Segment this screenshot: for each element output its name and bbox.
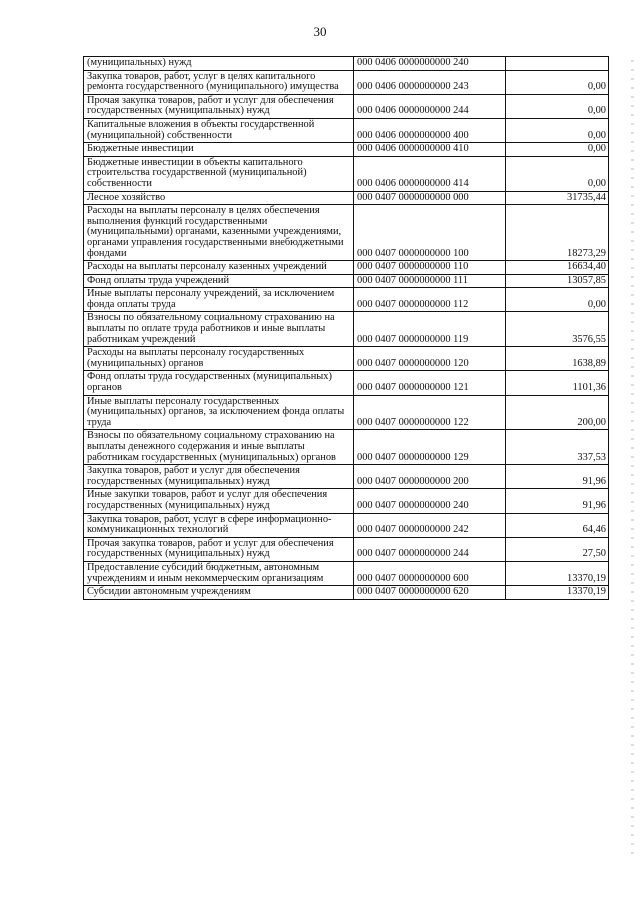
row-name-cell: Иные выплаты персоналу учреждений, за исключением фонда оплаты труда xyxy=(84,288,354,312)
row-name-cell: Расходы на выплаты персоналу казенных учреждений xyxy=(84,261,354,275)
row-name-cell: Взносы по обязательному социальному страхованию на выплаты по оплате труда работников и иные выплаты работникам учреждений xyxy=(84,312,354,347)
row-name-cell: Фонд оплаты труда учреждений xyxy=(84,274,354,288)
row-value-cell: 0,00 xyxy=(506,94,609,118)
row-value-cell: 64,46 xyxy=(506,513,609,537)
row-code-cell: 000 0407 0000000000 119 xyxy=(354,312,506,347)
row-value-cell: 31735,44 xyxy=(506,191,609,205)
row-value-cell xyxy=(506,57,609,71)
row-code-cell: 000 0407 0000000000 121 xyxy=(354,371,506,395)
table-row xyxy=(84,465,609,489)
table-row xyxy=(84,274,609,288)
row-value-cell: 0,00 xyxy=(506,143,609,157)
table-row xyxy=(84,371,609,395)
table-row xyxy=(84,70,609,94)
row-value-cell: 13370,19 xyxy=(506,561,609,585)
row-code-cell: 000 0407 0000000000 620 xyxy=(354,586,506,600)
row-name-cell: Бюджетные инвестиции xyxy=(84,143,354,157)
row-value-cell: 16634,40 xyxy=(506,261,609,275)
row-name-cell: Лесное хозяйство xyxy=(84,191,354,205)
row-name-cell: Субсидии автономным учреждениям xyxy=(84,586,354,600)
table-row xyxy=(84,57,609,71)
row-name-cell: Иные закупки товаров, работ и услуг для обеспечения государственных (муниципальных) нужд xyxy=(84,489,354,513)
table-row xyxy=(84,561,609,585)
row-value-cell: 13370,19 xyxy=(506,586,609,600)
table-row xyxy=(84,118,609,142)
row-value-cell: 0,00 xyxy=(506,288,609,312)
row-name-cell: Закупка товаров, работ, услуг в сфере информационно-коммуникационных технологий xyxy=(84,513,354,537)
row-name-cell: Прочая закупка товаров, работ и услуг для обеспечения государственных (муниципальных) нужд xyxy=(84,537,354,561)
row-code-cell: 000 0407 0000000000 240 xyxy=(354,489,506,513)
row-code-cell: 000 0407 0000000000 242 xyxy=(354,513,506,537)
budget-table-body xyxy=(84,57,609,600)
row-code-cell: 000 0407 0000000000 122 xyxy=(354,395,506,430)
row-code-cell: 000 0406 0000000000 240 xyxy=(354,57,506,71)
row-name-cell: Расходы на выплаты персоналу государственных (муниципальных) органов xyxy=(84,347,354,371)
table-row xyxy=(84,430,609,465)
row-code-cell: 000 0407 0000000000 110 xyxy=(354,261,506,275)
row-name-cell: Взносы по обязательному социальному страхованию на выплаты денежного содержания и иные выплаты работникам государственных (муниципальных) органов xyxy=(84,430,354,465)
table-row xyxy=(84,347,609,371)
row-value-cell: 1638,89 xyxy=(506,347,609,371)
row-code-cell: 000 0406 0000000000 400 xyxy=(354,118,506,142)
table-row xyxy=(84,288,609,312)
page-number: 30 xyxy=(313,24,327,39)
row-value-cell: 200,00 xyxy=(506,395,609,430)
row-code-cell: 000 0407 0000000000 000 xyxy=(354,191,506,205)
table-row xyxy=(84,586,609,600)
row-code-cell: 000 0407 0000000000 244 xyxy=(354,537,506,561)
row-code-cell: 000 0407 0000000000 111 xyxy=(354,274,506,288)
row-name-cell: Иные выплаты персоналу государственных (муниципальных) органов, за исключением фонда оплаты труда xyxy=(84,395,354,430)
row-value-cell: 3576,55 xyxy=(506,312,609,347)
row-name-cell: Закупка товаров, работ и услуг для обеспечения государственных (муниципальных) нужд xyxy=(84,465,354,489)
table-row xyxy=(84,205,609,261)
row-value-cell: 0,00 xyxy=(506,70,609,94)
row-code-cell: 000 0406 0000000000 243 xyxy=(354,70,506,94)
row-code-cell: 000 0407 0000000000 120 xyxy=(354,347,506,371)
row-value-cell: 337,53 xyxy=(506,430,609,465)
row-code-cell: 000 0407 0000000000 129 xyxy=(354,430,506,465)
row-name-cell: Предоставление субсидий бюджетным, автономным учреждениям и иным некоммерческим организациям xyxy=(84,561,354,585)
row-value-cell: 18273,29 xyxy=(506,205,609,261)
row-code-cell: 000 0406 0000000000 410 xyxy=(354,143,506,157)
budget-table xyxy=(83,56,609,600)
table-row xyxy=(84,94,609,118)
row-value-cell: 1101,36 xyxy=(506,371,609,395)
row-code-cell: 000 0406 0000000000 244 xyxy=(354,94,506,118)
table-row xyxy=(84,312,609,347)
row-name-cell: Бюджетные инвестиции в объекты капитального строительства государственной (муниципальной) собственности xyxy=(84,156,354,191)
row-code-cell: 000 0407 0000000000 200 xyxy=(354,465,506,489)
table-row xyxy=(84,513,609,537)
table-row xyxy=(84,143,609,157)
row-value-cell: 27,50 xyxy=(506,537,609,561)
table-row xyxy=(84,537,609,561)
row-code-cell: 000 0407 0000000000 112 xyxy=(354,288,506,312)
row-code-cell: 000 0406 0000000000 414 xyxy=(354,156,506,191)
row-code-cell: 000 0407 0000000000 100 xyxy=(354,205,506,261)
table-row xyxy=(84,156,609,191)
table-row xyxy=(84,489,609,513)
row-name-cell: Капитальные вложения в объекты государственной (муниципальной) собственности xyxy=(84,118,354,142)
row-name-cell: (муниципальных) нужд xyxy=(84,57,354,71)
row-name-cell: Прочая закупка товаров, работ и услуг для обеспечения государственных (муниципальных) нужд xyxy=(84,94,354,118)
row-value-cell: 91,96 xyxy=(506,465,609,489)
table-row xyxy=(84,261,609,275)
row-value-cell: 91,96 xyxy=(506,489,609,513)
row-value-cell: 0,00 xyxy=(506,118,609,142)
row-name-cell: Закупка товаров, работ, услуг в целях капитального ремонта государственного (муниципального) имущества xyxy=(84,70,354,94)
scan-edge-marks xyxy=(631,60,634,860)
row-value-cell: 13057,85 xyxy=(506,274,609,288)
table-row xyxy=(84,395,609,430)
table-row xyxy=(84,191,609,205)
row-name-cell: Фонд оплаты труда государственных (муниципальных) органов xyxy=(84,371,354,395)
budget-table-container xyxy=(83,56,609,600)
row-name-cell: Расходы на выплаты персоналу в целях обеспечения выполнения функций государственными (муниципальными) органами, казенными учреждениями, органами управления государственными внебюджетными фондами xyxy=(84,205,354,261)
row-code-cell: 000 0407 0000000000 600 xyxy=(354,561,506,585)
row-value-cell: 0,00 xyxy=(506,156,609,191)
